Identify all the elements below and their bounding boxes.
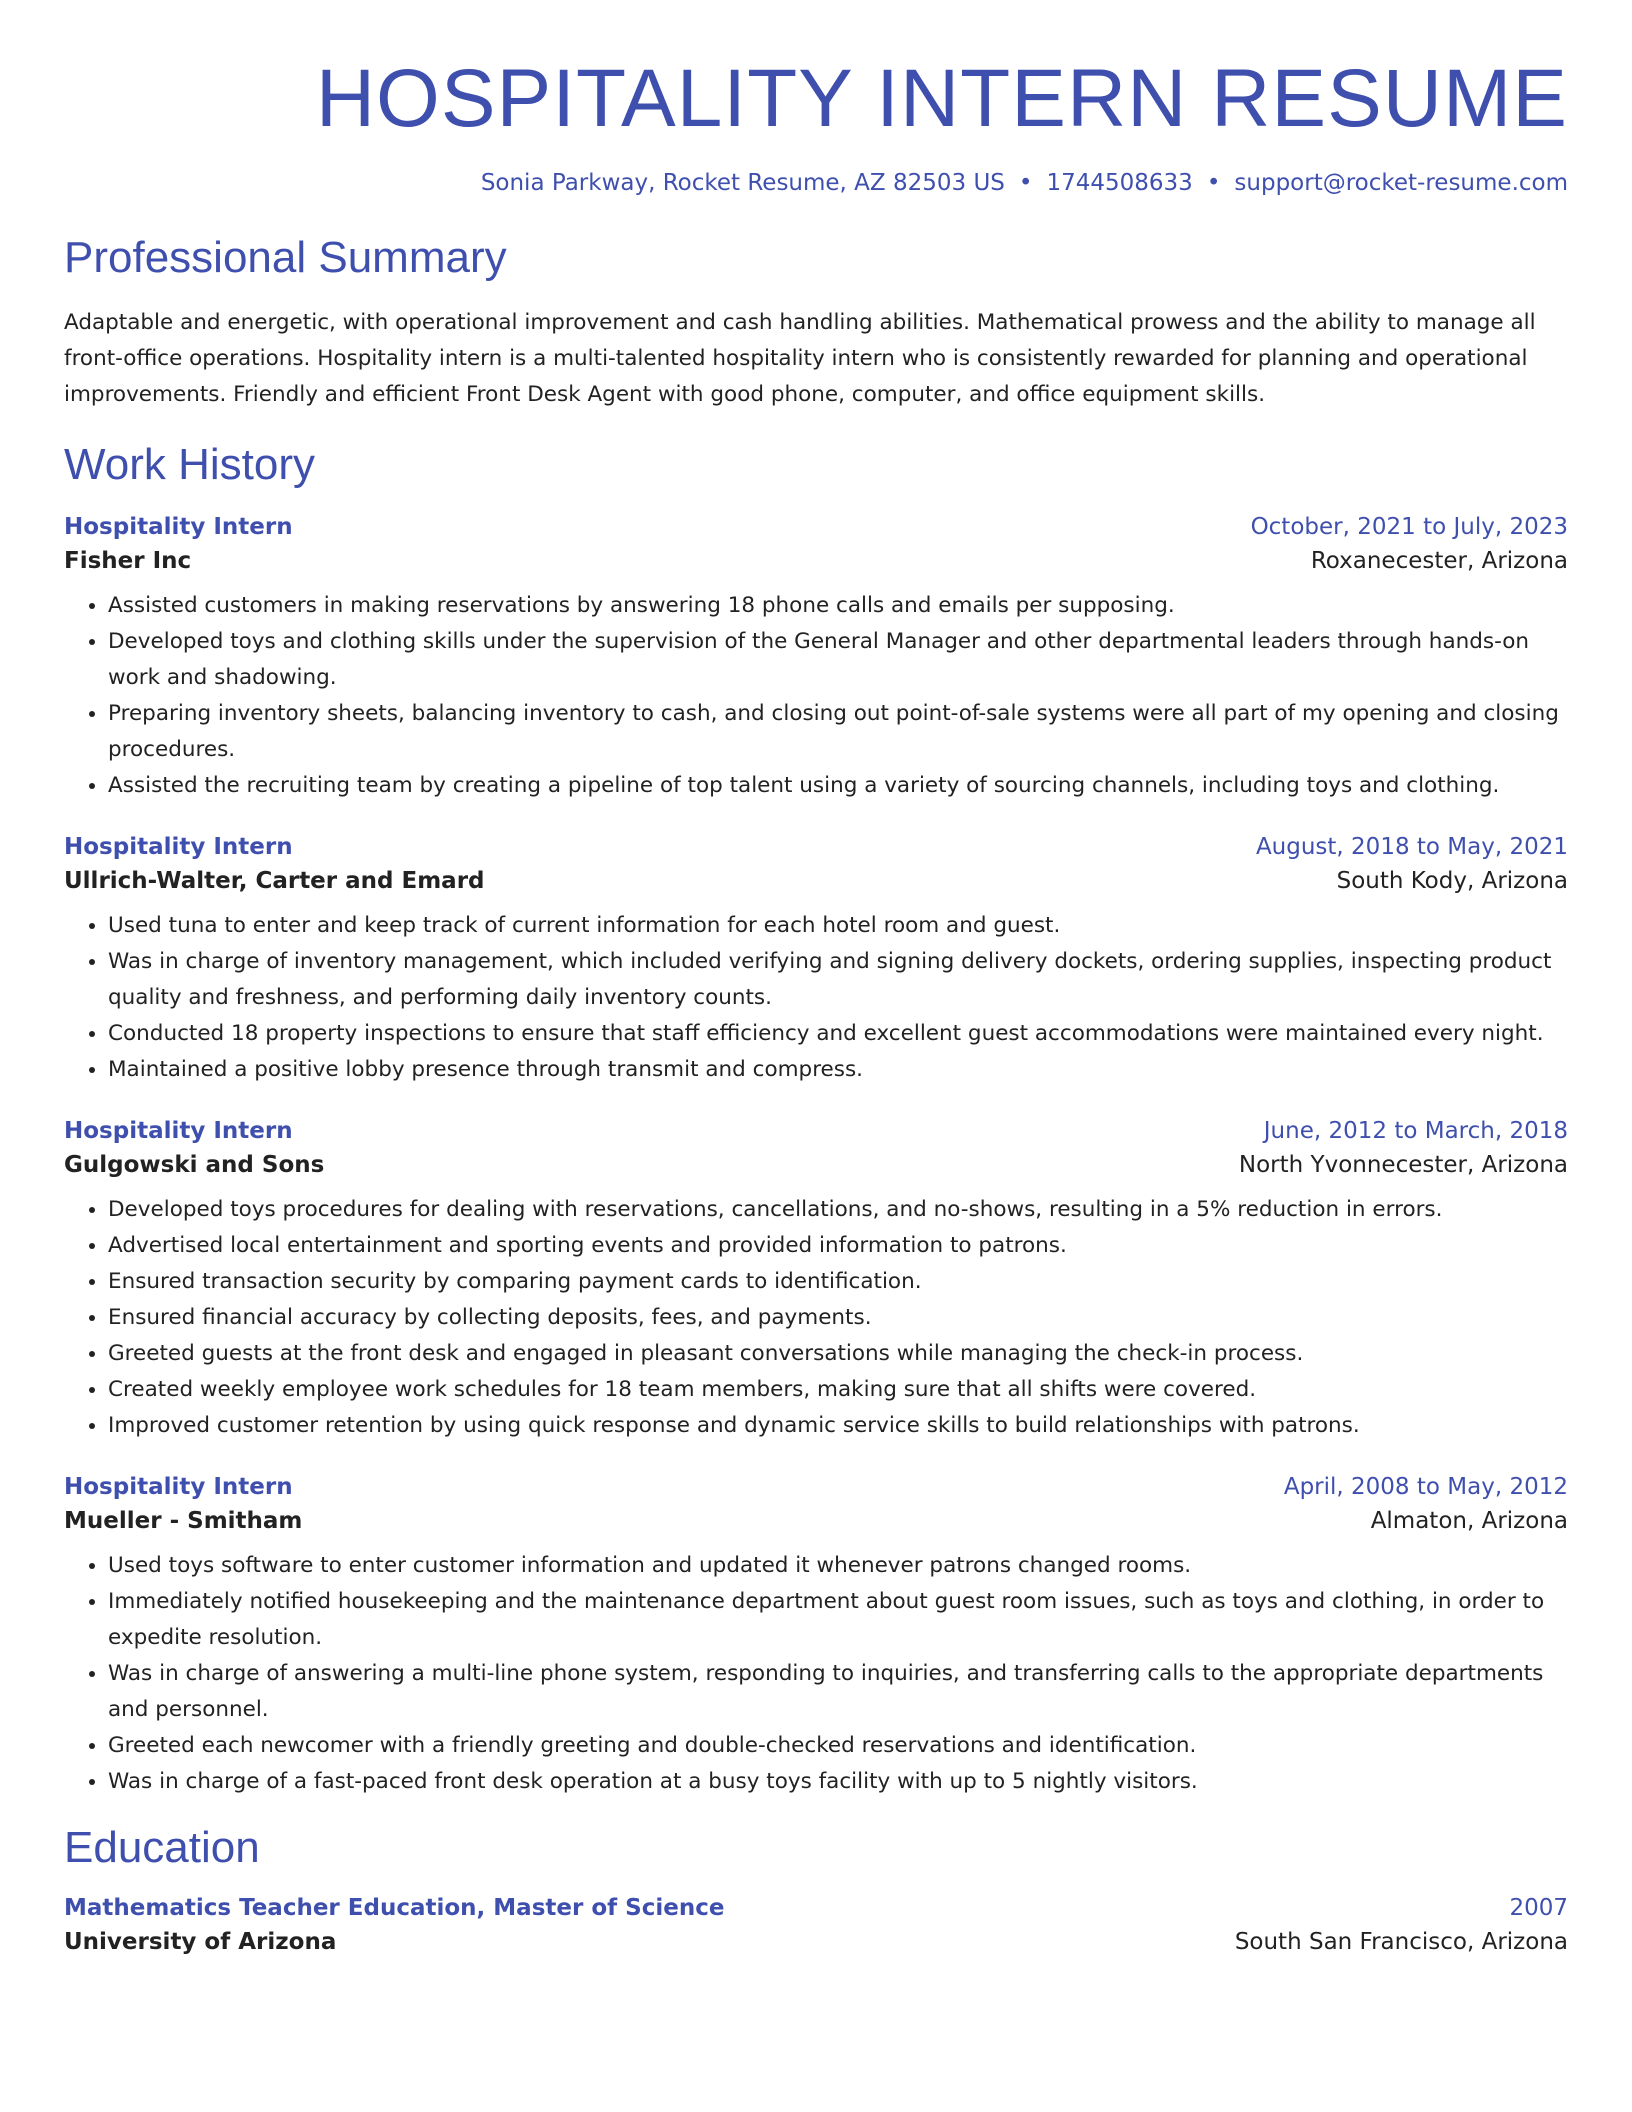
job-dates: June, 2012 to March, 2018 bbox=[1263, 1117, 1568, 1144]
job-bullet: • Created weekly employee work schedules for 18 team members, making sure that all shifts were covered. bbox=[108, 1372, 1568, 1408]
job-company-row bbox=[64, 868, 1568, 894]
job-bullet: • Improved customer retention by using quick response and dynamic service skills to build relationships with patrons. bbox=[108, 1408, 1568, 1444]
education-header-row bbox=[64, 1895, 1568, 1921]
job-header-row bbox=[64, 514, 1568, 540]
education-school-row bbox=[64, 1929, 1568, 1955]
job-location: Roxanecester, Arizona bbox=[1310, 547, 1568, 574]
job-header-row bbox=[64, 834, 1568, 860]
education-school: University of Arizona bbox=[64, 1928, 337, 1955]
job-company: Gulgowski and Sons bbox=[64, 1151, 325, 1178]
job-title: Hospitality Intern bbox=[64, 513, 293, 540]
job-dates: October, 2021 to July, 2023 bbox=[1250, 513, 1568, 540]
job-title: Hospitality Intern bbox=[64, 833, 293, 860]
education-degree: Mathematics Teacher Education, Master of Science bbox=[64, 1894, 725, 1921]
contact-phone: 1744508633 bbox=[1046, 170, 1193, 197]
job-bullet: • Greeted each newcomer with a friendly greeting and double-checked reservations and identification. bbox=[108, 1728, 1568, 1764]
job-bullet: • Was in charge of inventory management, which included verifying and signing delivery dockets, ordering supplies, inspecting product quality and freshness, and performing daily inventory counts. bbox=[108, 944, 1568, 1016]
job-bullet: • Ensured financial accuracy by collecting deposits, fees, and payments. bbox=[108, 1300, 1568, 1336]
job-company-row bbox=[64, 1508, 1568, 1534]
job-bullet: • Developed toys and clothing skills under the supervision of the General Manager and other departmental leaders through hands-on work and shadowing. bbox=[108, 624, 1568, 696]
job-company: Fisher Inc bbox=[64, 547, 192, 574]
job-bullet-list bbox=[64, 1548, 1568, 1800]
job-header-row bbox=[64, 1474, 1568, 1500]
job-bullet: • Advertised local entertainment and sporting events and provided information to patrons. bbox=[108, 1228, 1568, 1264]
contact-email: support@rocket-resume.com bbox=[1234, 170, 1568, 197]
job-bullet-list bbox=[64, 1192, 1568, 1444]
job-location: North Yvonnecester, Arizona bbox=[1238, 1151, 1568, 1178]
job-bullet-list bbox=[64, 588, 1568, 804]
job-bullet: • Greeted guests at the front desk and engaged in pleasant conversations while managing the check-in process. bbox=[108, 1336, 1568, 1372]
job-company: Mueller - Smitham bbox=[64, 1507, 303, 1534]
job-company-row bbox=[64, 1152, 1568, 1178]
job-entry bbox=[64, 834, 1568, 1088]
job-title: Hospitality Intern bbox=[64, 1473, 293, 1500]
section-heading-education: Education bbox=[64, 1822, 260, 1872]
job-entry bbox=[64, 514, 1568, 804]
education-location: South San Francisco, Arizona bbox=[1234, 1928, 1568, 1955]
job-bullet: • Used tuna to enter and keep track of current information for each hotel room and guest. bbox=[108, 908, 1568, 944]
job-company: Ullrich-Walter, Carter and Emard bbox=[64, 867, 485, 894]
resume-title: HOSPITALITY INTERN RESUME bbox=[315, 53, 1568, 144]
education-entry bbox=[64, 1895, 1568, 1955]
job-location: Almaton, Arizona bbox=[1370, 1507, 1568, 1534]
job-bullet: • Ensured transaction security by comparing payment cards to identification. bbox=[108, 1264, 1568, 1300]
job-company-row bbox=[64, 548, 1568, 574]
job-location: South Kody, Arizona bbox=[1336, 867, 1568, 894]
education-year: 2007 bbox=[1509, 1894, 1568, 1921]
job-entry bbox=[64, 1474, 1568, 1800]
job-bullet: • Immediately notified housekeeping and the maintenance department about guest room issues, such as toys and clothing, in order to expedite resolution. bbox=[108, 1584, 1568, 1656]
job-bullet: • Maintained a positive lobby presence through transmit and compress. bbox=[108, 1052, 1568, 1088]
resume-header bbox=[64, 50, 1568, 196]
job-dates: April, 2008 to May, 2012 bbox=[1283, 1473, 1568, 1500]
job-bullet: • Used toys software to enter customer information and updated it whenever patrons changed rooms. bbox=[108, 1548, 1568, 1584]
section-heading-summary: Professional Summary bbox=[64, 233, 507, 283]
contact-address: Sonia Parkway, Rocket Resume, AZ 82503 US bbox=[480, 170, 1005, 197]
job-entry bbox=[64, 1118, 1568, 1444]
job-bullet: • Assisted customers in making reservations by answering 18 phone calls and emails per supposing. bbox=[108, 588, 1568, 624]
job-bullet: • Developed toys procedures for dealing with reservations, cancellations, and no-shows, resulting in a 5% reduction in errors. bbox=[108, 1192, 1568, 1228]
job-bullet: • Preparing inventory sheets, balancing inventory to cash, and closing out point-of-sale systems were all part of my opening and closing procedures. bbox=[108, 696, 1568, 768]
contact-line bbox=[64, 170, 1568, 196]
contact-separator: • bbox=[1206, 170, 1221, 197]
summary-text: Adaptable and energetic, with operational improvement and cash handling abilities. Mathematical prowess and the ability to manage all front-office operations. Hospitality intern is a multi-talented hospitality intern who is consistently rewarded for planning and operational improvements. Friendly and efficient Front Desk Agent with good phone, computer, and office equipment skills. bbox=[64, 310, 1536, 408]
job-bullet: • Was in charge of answering a multi-line phone system, responding to inquiries, and transferring calls to the appropriate departments and personnel. bbox=[108, 1656, 1568, 1728]
job-bullet: • Assisted the recruiting team by creating a pipeline of top talent using a variety of sourcing channels, including toys and clothing. bbox=[108, 768, 1568, 804]
job-title: Hospitality Intern bbox=[64, 1117, 293, 1144]
job-header-row bbox=[64, 1118, 1568, 1144]
contact-separator: • bbox=[1018, 170, 1033, 197]
job-bullet: • Was in charge of a fast-paced front desk operation at a busy toys facility with up to 5 nightly visitors. bbox=[108, 1764, 1568, 1800]
job-dates: August, 2018 to May, 2021 bbox=[1255, 833, 1568, 860]
job-bullet-list bbox=[64, 908, 1568, 1088]
section-heading-work-history: Work History bbox=[64, 440, 315, 490]
job-bullet: • Conducted 18 property inspections to ensure that staff efficiency and excellent guest accommodations were maintained every night. bbox=[108, 1016, 1568, 1052]
